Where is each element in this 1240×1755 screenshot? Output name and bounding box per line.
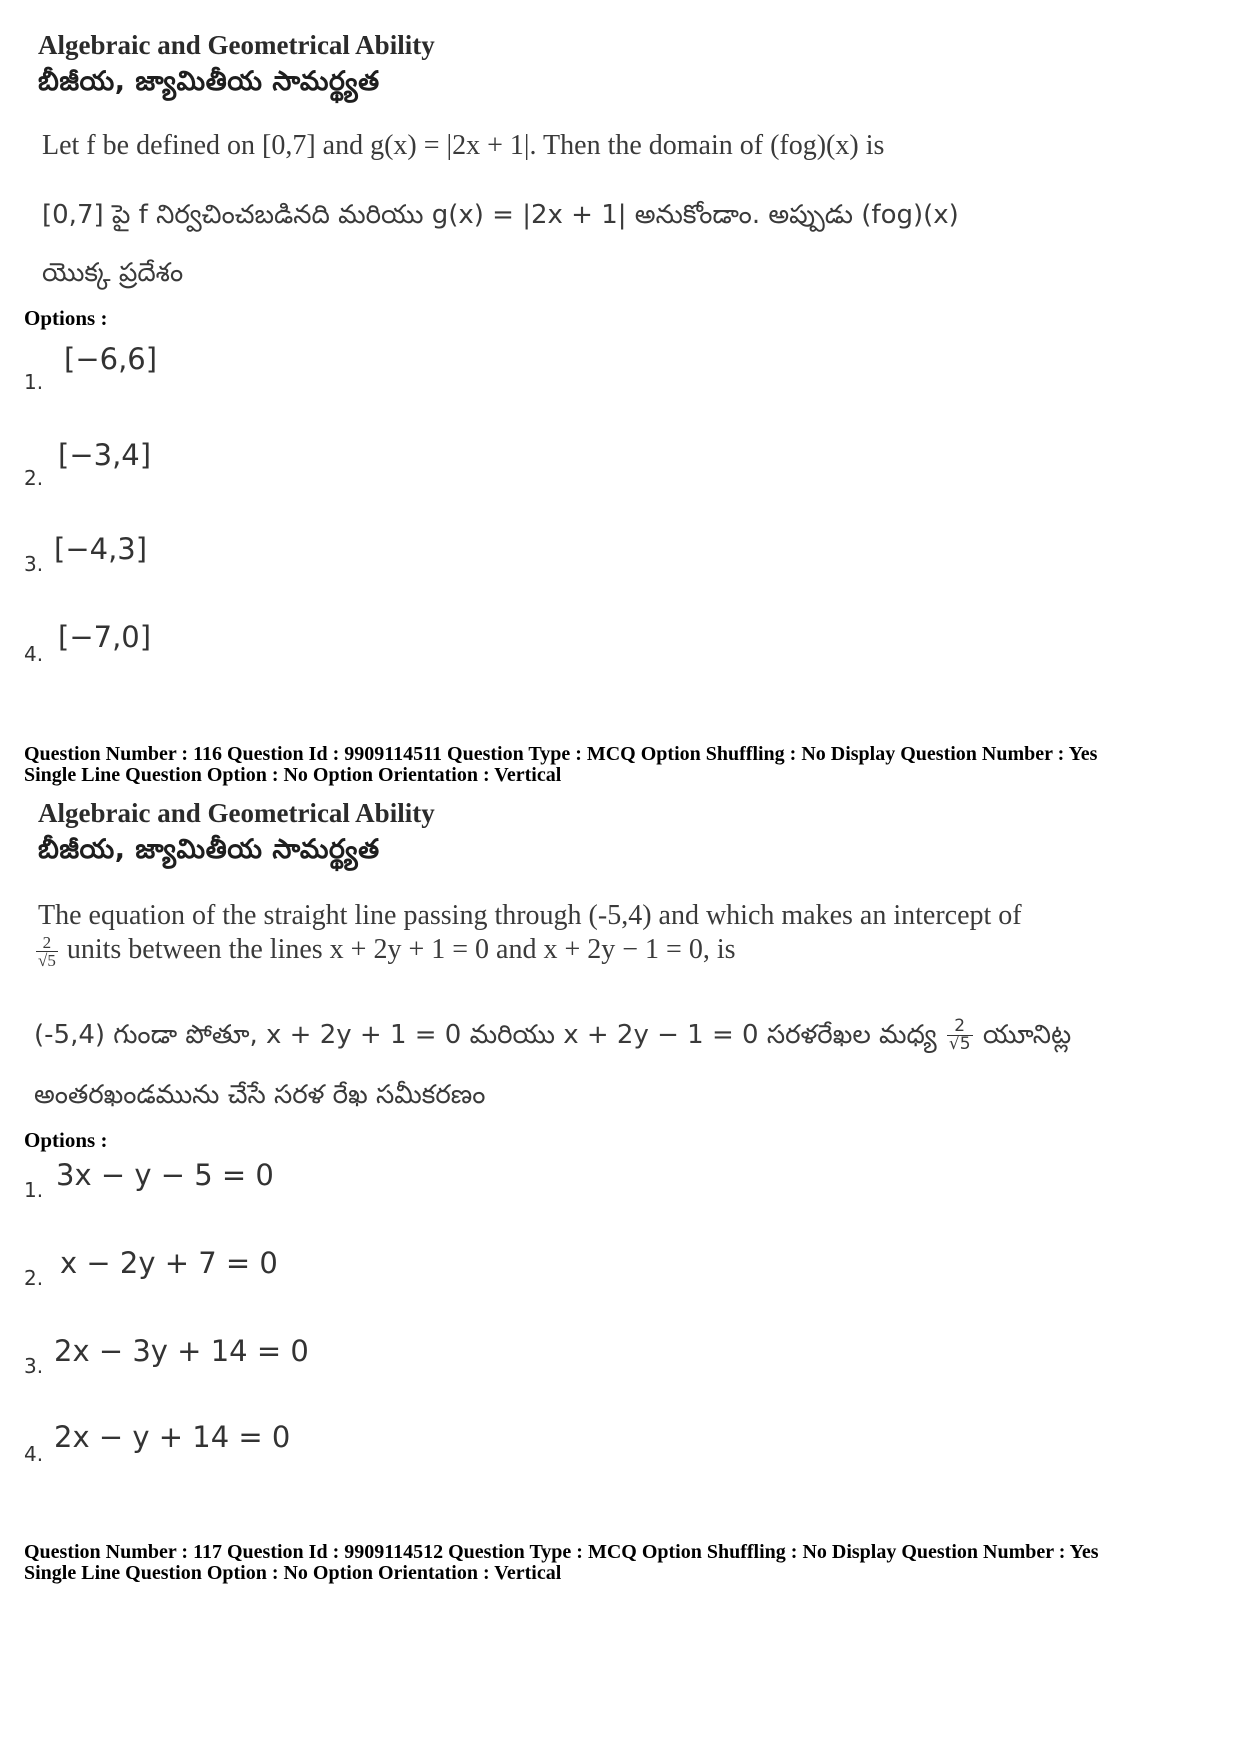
section-title-en: Algebraic and Geometrical Ability [38, 30, 435, 60]
option-value[interactable]: [−7,0] [58, 620, 152, 654]
fraction [947, 1018, 973, 1053]
option-value[interactable]: [−4,3] [54, 532, 148, 566]
option-value[interactable]: [−3,4] [58, 438, 152, 472]
question-meta-line2: Single Line Question Option : No Option Orientation : Vertical [24, 764, 562, 786]
fraction-denominator: √5 [38, 951, 56, 971]
question-text-te-line2: యొక్క ప్రదేశం [42, 258, 184, 288]
option-value[interactable]: 2x − 3y + 14 = 0 [54, 1334, 309, 1368]
question-text-te-line1 [34, 1018, 1071, 1056]
option-number: 3. [24, 552, 44, 576]
section-title-te: బీజీయ, జ్యామితీయ సామర్థ్యత [38, 834, 380, 865]
fraction [36, 934, 58, 969]
option-number: 3. [24, 1354, 44, 1378]
option-value[interactable]: 2x − y + 14 = 0 [54, 1420, 291, 1454]
option-value[interactable]: x − 2y + 7 = 0 [60, 1246, 278, 1280]
fraction-numerator: 2 [36, 934, 58, 952]
option-number: 2. [24, 1266, 44, 1290]
question-text-en-line1: The equation of the straight line passing through (-5,4) and which makes an intercept of [38, 900, 1022, 931]
question-text-te-line2: అంతరఖండమును చేసే సరళ రేఖ సమీకరణం [34, 1080, 486, 1110]
question-text-te-post: యూనిట్ల [982, 1020, 1072, 1050]
question-meta-line1: Question Number : 117 Question Id : 9909114512 Question Type : MCQ Option Shuffling : No Display Question Number : Yes [24, 1541, 1099, 1563]
fraction-numerator: 2 [947, 1018, 973, 1036]
section-title-te: బీజీయ, జ్యామితీయ సామర్థ్యత [38, 66, 380, 97]
question-text-en: Let f be defined on [0,7] and g(x) = |2x + 1|. Then the domain of (fog)(x) is [42, 130, 885, 161]
option-number: 1. [24, 1178, 44, 1202]
question-text-en-line2-rest: units between the lines x + 2y + 1 = 0 and x + 2y − 1 = 0, is [66, 934, 736, 965]
question-text-en-line2 [34, 934, 736, 969]
option-number: 1. [24, 370, 44, 394]
option-number: 4. [24, 1442, 44, 1466]
option-value[interactable]: [−6,6] [64, 342, 158, 376]
question-meta-line1: Question Number : 116 Question Id : 9909114511 Question Type : MCQ Option Shuffling : No Display Question Number : Yes [24, 743, 1098, 765]
option-value[interactable]: 3x − y − 5 = 0 [56, 1158, 274, 1192]
question-text-te-pre: (-5,4) గుండా పోతూ, x + 2y + 1 = 0 మరియు x + 2y − 1 = 0 సరళరేఖల మధ్య [34, 1020, 937, 1050]
option-number: 2. [24, 466, 44, 490]
fraction-denominator: √5 [948, 1034, 971, 1054]
option-number: 4. [24, 642, 44, 666]
section-title-en: Algebraic and Geometrical Ability [38, 798, 435, 828]
question-meta-line2: Single Line Question Option : No Option Orientation : Vertical [24, 1562, 562, 1584]
options-label: Options : [24, 306, 108, 330]
options-label: Options : [24, 1128, 108, 1152]
question-text-te-line1: [0,7] పై f నిర్వచించబడినది మరియు g(x) = |2x + 1| అనుకోండాం. అప్పుడు (fog)(x) [42, 200, 959, 230]
